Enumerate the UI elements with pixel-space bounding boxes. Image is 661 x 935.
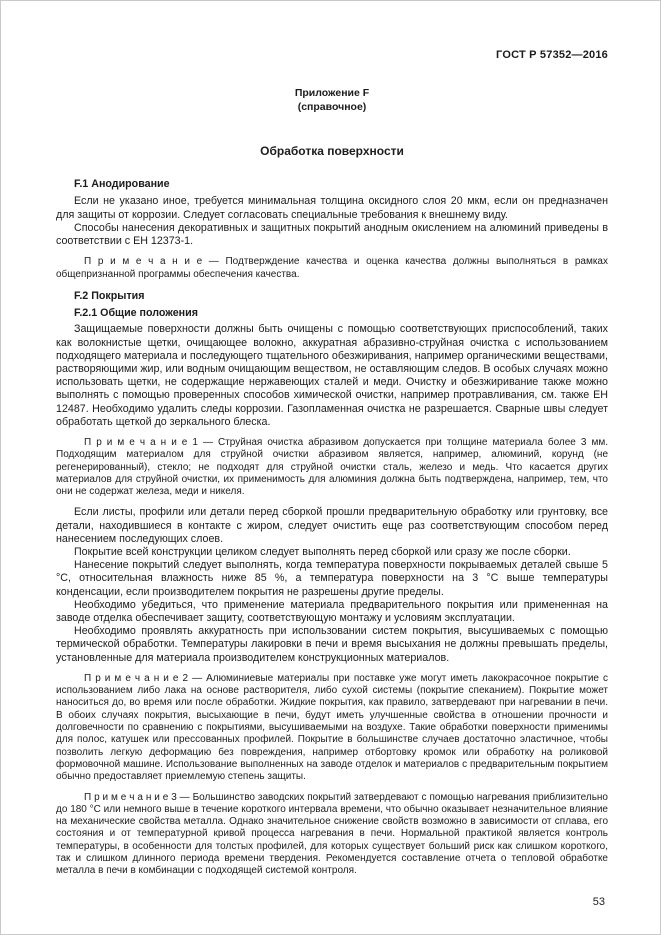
page-title: Обработка поверхности <box>260 144 404 159</box>
note-paragraph-3: П р и м е ч а н и е 3 — Большинство заводских покрытий затвердевают с помощью нагревания приблизительно до 180 °С или немного выше в течение короткого интервала времени, что обычно оказывает незначительное влияние на механические свойства металла. Однако значительное снижение свойств возможно в зависимости от сплава, его состояния и от температурной кривой процесса нагревания в печи. Нормальной практикой является контроль температуры, в особенности для толстых профилей, для которых существует больший риск как слишком короткого, так и слишком длинного периода времени твердения. Рекомендуется составление отчета о тепловой обработке металла в печи в комбинации с подходящей системой контроля. <box>56 791 608 877</box>
note-paragraph-2: П р и м е ч а н и е 2 — Алюминиевые материалы при поставке уже могут иметь лакокрасочное покрытие с использованием либо лака на основе растворителя, либо сухой системы (покрытие спеканием). Покрытие может наноситься до, во время или после обработки. Жидкие покрытия, как правило, затвердевают при нагревании в печи. В обоих случаях покрытия, высыхающие в печи, будут иметь улучшенные свойства в отношении прочности и долговечности по сравнению с покрытиями, высушиваемыми на воздухе. Такие обработки поверхности применимы для полос, катушек или прессованных профилей. Покрытие в большинстве случаев достаточно эластичное, чтобы позволить легкую деформацию без повреждения, например отбортовку кромок или обработку на роликовой формовочной машине. Использование выполненных на заводе отделок и материалов с предварительным покрытием обычно предоставляет приемлемую степень защиты. <box>56 672 608 783</box>
paragraph: Нанесение покрытий следует выполнять, когда температура поверхности покрываемых деталей свыше 5 °С, относительная влажность ниже 85 %, а температура поверхности на 3 °С выше температуры конденсации, если производителем покрытия не разрешены другие пределы. <box>56 559 608 598</box>
paragraph: Способы нанесения декоративных и защитных покрытий анодным окислением на алюминий приведены в соответствии с ЕН 12373-1. <box>56 221 608 248</box>
page-number: 53 <box>592 896 605 908</box>
doc-number: ГОСТ Р 57352—2016 <box>496 49 608 61</box>
annex-heading <box>56 87 608 114</box>
paragraph: Необходимо убедиться, что применение материала предварительного покрытия или примененная на заводе отделка обеспечивает защиту, соответствующую монтажу и условиям эксплуатации. <box>56 598 608 625</box>
paragraph: Покрытие всей конструкции целиком следует выполнять перед сборкой или сразу же после сборки. <box>74 546 571 559</box>
annex-type: (справочное) <box>297 100 367 113</box>
section-heading-f1: F.1 Анодирование <box>74 178 170 191</box>
section-heading-f2: F.2 Покрытия <box>74 289 145 302</box>
paragraph: Если не указано иное, требуется минимальная толщина оксидного слоя 20 мкм, если он предназначен для защиты от коррозии. Следует согласовать специальные требования к внешнему виду. <box>56 195 608 221</box>
annex-label: Приложение F <box>294 87 370 99</box>
paragraph: Если листы, профили или детали перед сборкой прошли предварительную обработку или грунтовку, все детали, находившиеся в контакте с жиром, следует очистить еще раз соответствующим способом перед нанесением последующих слоев. <box>56 506 608 545</box>
paragraph: Защищаемые поверхности должны быть очищены с помощью соответствующих приспособлений, таких как волокнистые щетки, очищающее волокно, аккуратная абразивно-струйная очистка с использованием подходящего материала и последующего тщательного обезжиривания, например органическими веществами, растворяющими жир, или водным очищающим веществом, не оставляющим следов. В особых случаях можно использовать щетки, не содержащие нержавеющих сталей и меди. Очистку и обезжиривание также можно выполнять с помощью проверенных способов химической очистки, например протравливания, см. также ЕН 12487. Необходимо удалить следы коррозии. Газопламенная очистка не разрешается. Сварные швы следует обработать щеткой до зеркального блеска. <box>56 323 608 428</box>
paragraph: Необходимо проявлять аккуратность при использовании систем покрытия, высушиваемых с помощью термической обработки. Температуры лакировки в печи и время высыхания не должны превышать пределы, установленные для материала производителем конструкционных материалов. <box>56 625 608 664</box>
section-heading-f21: F.2.1 Общие положения <box>74 307 198 320</box>
note-paragraph: П р и м е ч а н и е — Подтверждение качества и оценка качества должны выполняться в рамках общепризнанной программы обеспечения качества. <box>56 256 608 280</box>
document-content <box>56 178 608 877</box>
note-paragraph-1: П р и м е ч а н и е 1 — Струйная очистка абразивом допускается при толщине материала более 3 мм. Подходящим материалом для струйной очистки абразивом является, например, алюминий, корунд (не регенерированный), стекло; не подходят для струйной очистки сталь, железо и медь. Что касается других материалов для струйной очистки, их применимость для алюминия должна быть подтверждена, например, тем, что они не содержат железа, меди и никеля. <box>56 436 608 498</box>
